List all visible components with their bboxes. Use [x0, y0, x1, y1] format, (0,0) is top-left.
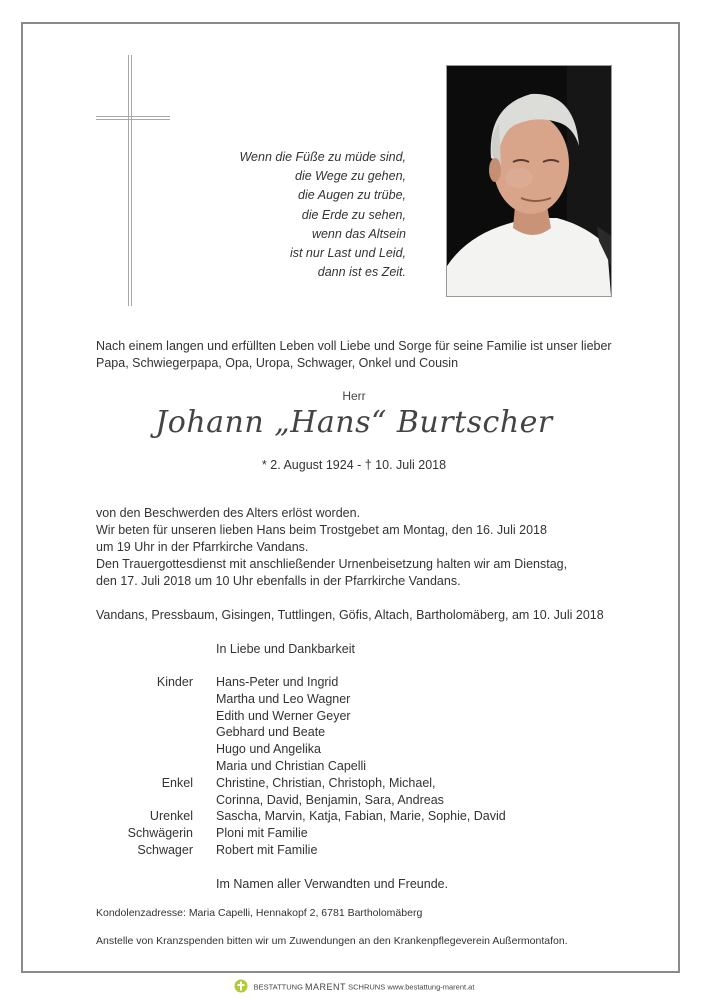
- intro-line: Papa, Schwiegerpapa, Opa, Uropa, Schwager, Onkel und Cousin: [96, 356, 459, 370]
- poem-line: wenn das Altsein: [311, 226, 406, 241]
- poem-line: die Wege zu gehen,: [295, 169, 406, 184]
- family-row: [0, 691, 708, 708]
- family-names: Maria und Christian Capelli: [216, 758, 367, 773]
- family-row: [0, 741, 708, 758]
- footer-town: SCHRUNS: [348, 982, 386, 992]
- footer-url[interactable]: www.bestattung-marent.at: [387, 982, 475, 992]
- footer-brand: MARENT: [305, 982, 347, 992]
- family-list: [0, 674, 708, 859]
- cross-horizontal: [96, 116, 170, 120]
- family-names: Christine, Christian, Christoph, Michael,: [216, 775, 436, 790]
- family-row: [0, 775, 708, 792]
- family-row: [0, 724, 708, 741]
- portrait-photo: [446, 65, 612, 297]
- family-row: [0, 842, 708, 859]
- body-line: um 19 Uhr in der Pfarrkirche Vandans.: [96, 540, 309, 554]
- body-line: Wir beten für unseren lieben Hans beim Trostgebet am Montag, den 16. Juli 2018: [96, 523, 547, 537]
- family-label: Urenkel: [149, 809, 193, 824]
- family-names: Hans-Peter und Ingrid: [216, 675, 339, 689]
- footer-prefix: BESTATTUNG: [253, 982, 303, 992]
- family-row: [0, 674, 708, 691]
- poem-line: ist nur Last und Leid,: [289, 246, 406, 261]
- family-names: Corinna, David, Benjamin, Sara, Andreas: [216, 792, 444, 807]
- poem-line: Wenn die Füße zu müde sind,: [239, 150, 406, 164]
- condolence-address: Kondolenzadresse: Maria Capelli, Hennakopf 2, 6781 Bartholomäberg: [96, 907, 423, 919]
- poem-line: dann ist es Zeit.: [317, 265, 406, 280]
- donation-note: Anstelle von Kranzspenden bitten wir um Zuwendungen an den Krankenpflegeverein Außermontafon.: [96, 935, 568, 947]
- family-label: Enkel: [161, 775, 193, 790]
- poem: [239, 148, 406, 282]
- poem-line: die Augen zu trübe,: [298, 188, 406, 203]
- cross-vertical: [128, 55, 132, 306]
- family-names: Edith und Werner Geyer: [216, 708, 351, 723]
- family-names: Ploni mit Familie: [216, 826, 308, 841]
- family-names: Hugo und Angelika: [216, 742, 321, 757]
- body-line: den 17. Juli 2018 um 10 Uhr ebenfalls in der Pfarrkirche Vandans.: [96, 574, 461, 588]
- intro-line: Nach einem langen und erfüllten Leben voll Liebe und Sorge für seine Familie ist unser lieber: [96, 339, 612, 353]
- body-line: von den Beschwerden des Alters erlöst worden.: [96, 506, 361, 520]
- family-label: Schwägerin: [127, 826, 193, 841]
- family-names: Gebhard und Beate: [216, 725, 326, 740]
- body-line: Den Trauergottesdienst mit anschließender Urnenbeisetzung halten wir am Dienstag,: [96, 557, 568, 571]
- family-row: [0, 792, 708, 809]
- family-row: [0, 758, 708, 775]
- poem-line: die Erde zu sehen,: [301, 207, 406, 222]
- family-names: Martha und Leo Wagner: [216, 691, 351, 706]
- love-line: In Liebe und Dankbarkeit: [216, 642, 355, 656]
- family-row: [0, 708, 708, 725]
- places-date: Vandans, Pressbaum, Gisingen, Tuttlingen, Göfis, Altach, Bartholomäberg, am 10. Juli 2018: [96, 608, 604, 622]
- family-names: Robert mit Familie: [216, 842, 318, 857]
- relatives-line: Im Namen aller Verwandten und Freunde.: [216, 877, 449, 891]
- salutation: Herr: [342, 389, 366, 403]
- footer: [0, 979, 708, 995]
- deceased-name: Johann „Hans“ Burtscher: [155, 405, 553, 440]
- family-names: Sascha, Marvin, Katja, Fabian, Marie, Sophie, David: [216, 809, 506, 824]
- family-row: [0, 825, 708, 842]
- life-dates: * 2. August 1924 - † 10. Juli 2018: [261, 458, 447, 472]
- funeral-logo-icon: [234, 979, 248, 995]
- family-label: Kinder: [156, 675, 193, 689]
- family-row: [0, 808, 708, 825]
- family-label: Schwager: [137, 842, 193, 857]
